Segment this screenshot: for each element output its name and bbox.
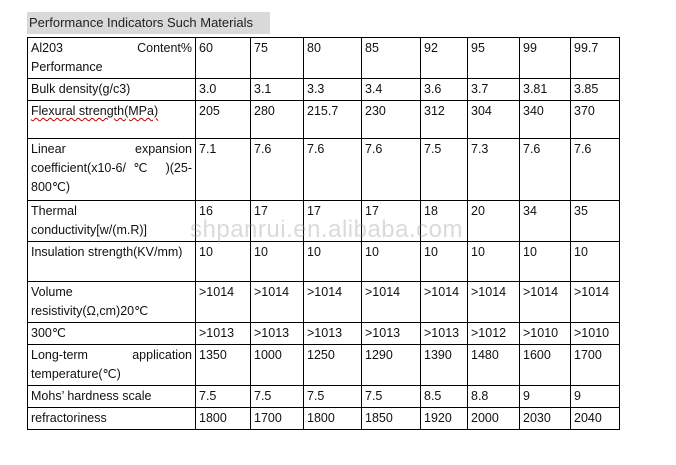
value-cell: >1013 bbox=[421, 323, 468, 345]
value-cell: 1800 bbox=[196, 408, 251, 430]
table-row bbox=[28, 201, 620, 242]
value-cell: 230 bbox=[362, 101, 421, 139]
value-cell: 2030 bbox=[520, 408, 571, 430]
value-cell: 10 bbox=[196, 242, 251, 282]
value-cell: >1014 bbox=[251, 282, 304, 323]
value-cell: 3.7 bbox=[468, 79, 520, 101]
value-cell: >1013 bbox=[196, 323, 251, 345]
value-cell: 1600 bbox=[520, 345, 571, 386]
page-title: Performance Indicators Such Materials bbox=[27, 12, 270, 34]
content-cell: 60 bbox=[196, 38, 251, 79]
value-cell: 304 bbox=[468, 101, 520, 139]
header-label-line2: Performance bbox=[31, 60, 103, 74]
value-cell: 8.8 bbox=[468, 386, 520, 408]
value-cell: 7.3 bbox=[468, 139, 520, 201]
value-cell: 280 bbox=[251, 101, 304, 139]
value-cell: 1480 bbox=[468, 345, 520, 386]
value-cell: 18 bbox=[421, 201, 468, 242]
value-cell: 205 bbox=[196, 101, 251, 139]
header-label-cell bbox=[28, 38, 196, 79]
value-cell: 1290 bbox=[362, 345, 421, 386]
row-label: Volume resistivity(Ω,cm)20℃ bbox=[28, 282, 196, 323]
row-label: Flexural strength(MPa) bbox=[28, 101, 196, 139]
content-cell: 99 bbox=[520, 38, 571, 79]
value-cell: >1014 bbox=[362, 282, 421, 323]
value-cell: 1700 bbox=[571, 345, 620, 386]
value-cell: >1014 bbox=[304, 282, 362, 323]
value-cell: 10 bbox=[251, 242, 304, 282]
value-cell: >1013 bbox=[304, 323, 362, 345]
value-cell: 34 bbox=[520, 201, 571, 242]
value-cell: 1000 bbox=[251, 345, 304, 386]
value-cell: 1250 bbox=[304, 345, 362, 386]
value-cell: 9 bbox=[520, 386, 571, 408]
value-cell: 2040 bbox=[571, 408, 620, 430]
row-label: Insulation strength(KV/mm) bbox=[28, 242, 196, 282]
value-cell: 10 bbox=[468, 242, 520, 282]
row-label: Bulk density(g/c3) bbox=[28, 79, 196, 101]
value-cell: 7.6 bbox=[571, 139, 620, 201]
table-row bbox=[28, 408, 620, 430]
table-row bbox=[28, 282, 620, 323]
value-cell: >1014 bbox=[421, 282, 468, 323]
table-row bbox=[28, 345, 620, 386]
value-cell: 7.5 bbox=[421, 139, 468, 201]
value-cell: 7.6 bbox=[520, 139, 571, 201]
value-cell: 10 bbox=[362, 242, 421, 282]
row-label: Long-term application temperature(℃) bbox=[28, 345, 196, 386]
value-cell: 1350 bbox=[196, 345, 251, 386]
content-cell: 99.7 bbox=[571, 38, 620, 79]
value-cell: 17 bbox=[251, 201, 304, 242]
value-cell: 10 bbox=[571, 242, 620, 282]
value-cell: 312 bbox=[421, 101, 468, 139]
header-row bbox=[28, 38, 620, 79]
value-cell: >1012 bbox=[468, 323, 520, 345]
value-cell: 1700 bbox=[251, 408, 304, 430]
table-row bbox=[28, 79, 620, 101]
content-cell: 95 bbox=[468, 38, 520, 79]
value-cell: >1014 bbox=[468, 282, 520, 323]
value-cell: 3.4 bbox=[362, 79, 421, 101]
value-cell: >1014 bbox=[520, 282, 571, 323]
value-cell: >1013 bbox=[362, 323, 421, 345]
value-cell: 16 bbox=[196, 201, 251, 242]
value-cell: 3.0 bbox=[196, 79, 251, 101]
value-cell: 340 bbox=[520, 101, 571, 139]
value-cell: 9 bbox=[571, 386, 620, 408]
value-cell: 215.7 bbox=[304, 101, 362, 139]
table-row bbox=[28, 323, 620, 345]
value-cell: 7.5 bbox=[196, 386, 251, 408]
value-cell: 10 bbox=[520, 242, 571, 282]
value-cell: 370 bbox=[571, 101, 620, 139]
value-cell: 7.5 bbox=[251, 386, 304, 408]
value-cell: 7.5 bbox=[362, 386, 421, 408]
table-row bbox=[28, 101, 620, 139]
row-label: Mohs’ hardness scale bbox=[28, 386, 196, 408]
value-cell: 1850 bbox=[362, 408, 421, 430]
value-cell: 7.5 bbox=[304, 386, 362, 408]
value-cell: 17 bbox=[304, 201, 362, 242]
value-cell: 35 bbox=[571, 201, 620, 242]
value-cell: 7.6 bbox=[251, 139, 304, 201]
value-cell: 20 bbox=[468, 201, 520, 242]
value-cell: 7.6 bbox=[362, 139, 421, 201]
value-cell: 1800 bbox=[304, 408, 362, 430]
value-cell: 10 bbox=[304, 242, 362, 282]
table-row bbox=[28, 386, 620, 408]
value-cell: 3.1 bbox=[251, 79, 304, 101]
value-cell: 3.85 bbox=[571, 79, 620, 101]
value-cell: >1014 bbox=[196, 282, 251, 323]
watermark: shpanrui.en.alibaba.com bbox=[190, 216, 464, 243]
value-cell: 17 bbox=[362, 201, 421, 242]
value-cell: 8.5 bbox=[421, 386, 468, 408]
content-cell: 75 bbox=[251, 38, 304, 79]
value-cell: 7.1 bbox=[196, 139, 251, 201]
value-cell: >1014 bbox=[571, 282, 620, 323]
properties-table bbox=[27, 37, 620, 430]
table-row bbox=[28, 139, 620, 201]
value-cell: 3.81 bbox=[520, 79, 571, 101]
row-label: refractoriness bbox=[28, 408, 196, 430]
value-cell: 2000 bbox=[468, 408, 520, 430]
value-cell: 7.6 bbox=[304, 139, 362, 201]
row-label: Thermal conductivity[w/(m.R)] bbox=[28, 201, 196, 242]
value-cell: >1010 bbox=[571, 323, 620, 345]
value-cell: 1920 bbox=[421, 408, 468, 430]
content-cell: 85 bbox=[362, 38, 421, 79]
content-cell: 80 bbox=[304, 38, 362, 79]
value-cell: >1013 bbox=[251, 323, 304, 345]
value-cell: 3.6 bbox=[421, 79, 468, 101]
value-cell: 10 bbox=[421, 242, 468, 282]
content-cell: 92 bbox=[421, 38, 468, 79]
row-label: 300℃ bbox=[28, 323, 196, 345]
value-cell: 3.3 bbox=[304, 79, 362, 101]
header-label-right: Content% bbox=[137, 41, 192, 55]
table-row bbox=[28, 242, 620, 282]
value-cell: 1390 bbox=[421, 345, 468, 386]
value-cell: >1010 bbox=[520, 323, 571, 345]
header-label-left: Al203 bbox=[31, 41, 63, 55]
row-label: Linear expansion coefficient(x10-6/℃ )(25-800℃) bbox=[28, 139, 196, 201]
